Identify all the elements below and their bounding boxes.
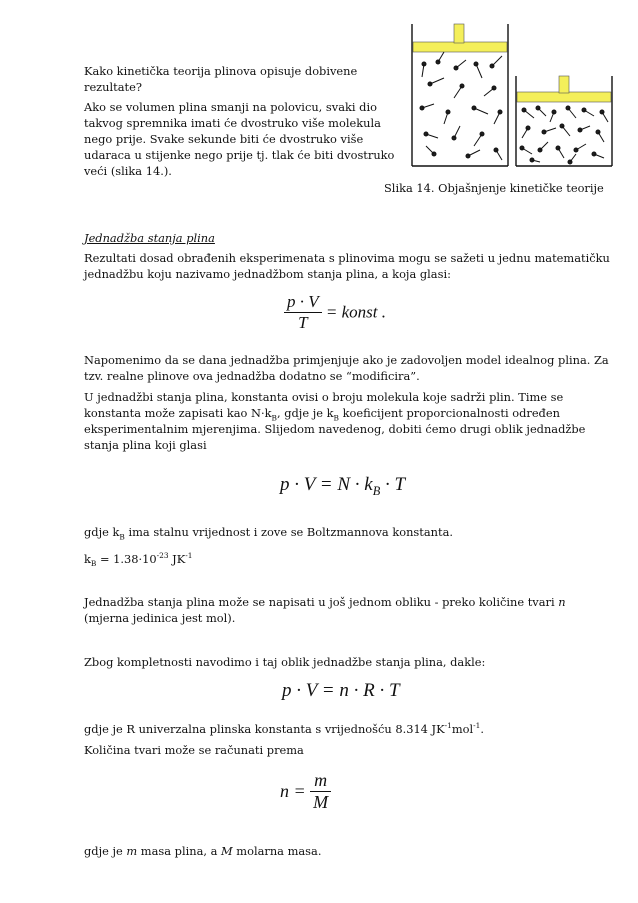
equation-numerator: m [310,770,331,792]
equation-lhs: n = [280,781,306,801]
paragraph-line: eksperimentalnim mjerenjima. Slijedom navedenog, dobiti ćemo drugi oblik jednadžbe [84,422,586,436]
equation-numerator: p · V [284,292,322,313]
intro-paragraph-line: Ako se volumen plina smanji na polovicu, svaki dio [84,100,377,114]
equation-state-constant [284,292,386,333]
paragraph-line: Jednadžba stanja plina može se napisati u još jednom obliku - preko količine tvari n [84,595,566,609]
molecules-full [420,52,502,160]
intro-question-line: Kako kinetička teorija plinova opisuje dobivene [84,64,358,78]
paragraph-line: gdje $k_B$ ima stalnu vrijednost i zove se Boltzmannova konstanta. [84,525,453,542]
equation-denominator: M [313,792,329,812]
molecules-half [520,106,608,164]
paragraph-line: konstanta može zapisati kao $N\cdot k_B$, gdje je $k_B$ koeficijent proporcionalnosti određen [84,406,560,423]
section-title: Jednadžba stanja plina [84,231,215,245]
intro-paragraph-line: veći (slika 14.). [84,164,172,178]
intro-question-line: rezultate? [84,80,142,94]
paragraph-line: tzv. realne plinove ova jednadžba dodatno se “modificira”. [84,369,420,383]
paragraph-line: gdje je m masa plina, a M molarna masa. [84,844,322,858]
paragraph-line: Količina tvari može se računati prema [84,743,304,757]
intro-paragraph-line: udaraca u stijenke nego prije tj. tlak će biti dvostruko [84,148,395,162]
equation-fraction [284,292,322,333]
paragraph-line: Zbog kompletnosti navodimo i taj oblik jednadžbe stanja plina, dakle: [84,655,486,669]
paragraph-line: (mjerna jedinica jest mol). [84,611,236,625]
boltzmann-constant-value: $k_B = 1.38\cdot 10^{-23}$ $JK^{-1}$ [84,551,193,569]
equation-molar-form: p · V = n · R · T [282,680,400,701]
equation-denominator: T [298,313,308,332]
piston-half [517,92,611,102]
equation-amount-of-substance [280,770,331,813]
equation-boltzmann-form: $p \cdot V = N \cdot k_B \cdot T$ [280,474,406,498]
paragraph-line: jednadžbu koju nazivamo jednadžbom stanja plina, a koja glasi: [84,267,451,281]
equation-rhs: = konst . [325,302,386,322]
paragraph-line: Napomenimo da se dana jednadžba primjenjuje ako je zadovoljen model idealnog plina. Za [84,353,609,367]
paragraph-line: U jednadžbi stanja plina, konstanta ovisi o broju molekula koje sadrži plin. Time se [84,390,564,404]
container-full [412,24,508,166]
paragraph-line: stanja plina koji glasi [84,438,207,452]
kinetic-theory-figure [404,22,616,170]
piston-full [413,42,507,52]
figure-caption: Slika 14. Objašnjenje kinetičke teorije [384,181,604,195]
equation-fraction [310,770,331,813]
intro-paragraph-line: nego prije. Svake sekunde biti će dvostruko više [84,132,364,146]
intro-paragraph-line: takvog spremnika imati će dvostruko više molekula [84,116,381,130]
paragraph-line: Rezultati dosad obrađenih eksperimenata s plinovima mogu se sažeti u jednu matematičku [84,251,610,265]
paragraph-line: gdje je R univerzalna plinska konstanta s vrijednošću 8.314 $JK^{-1}mol^{-1}$. [84,721,485,736]
